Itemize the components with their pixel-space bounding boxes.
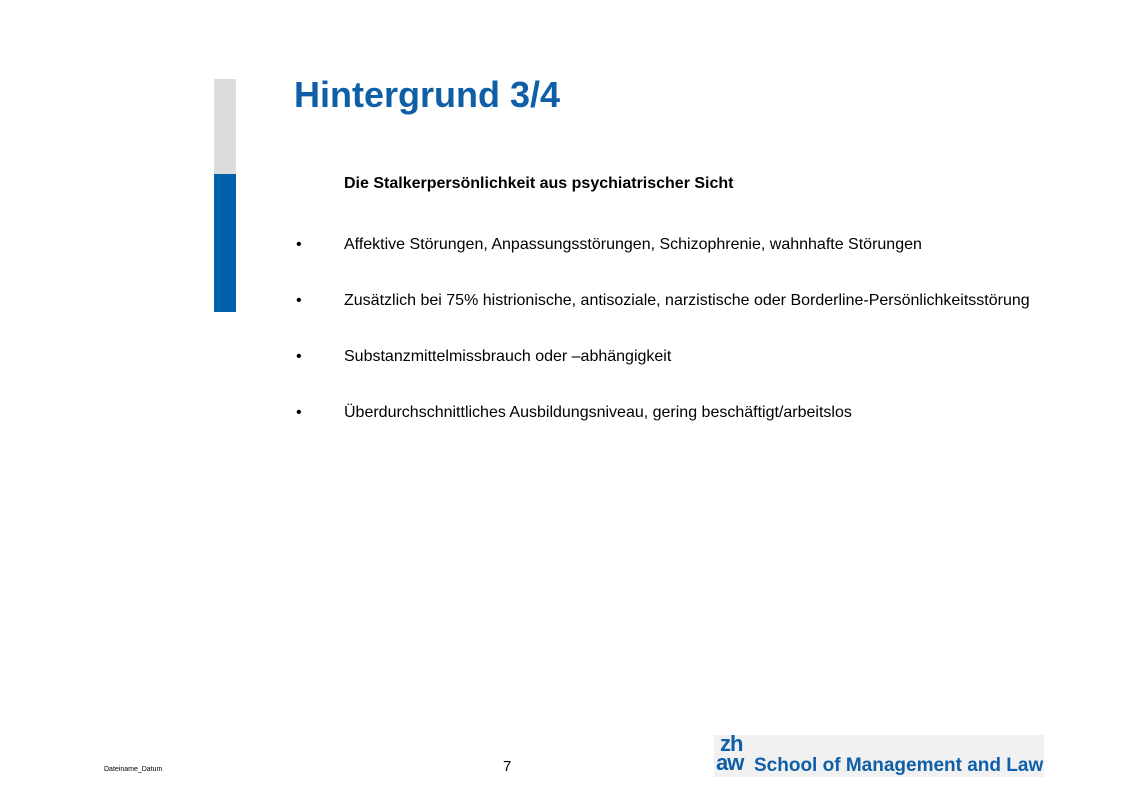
bullet-icon: • [296,236,302,253]
bullet-icon: • [296,292,302,309]
bullet-item [296,229,1036,261]
slide-subtitle: Die Stalkerpersönlichkeit aus psychiatrischer Sicht [344,175,734,192]
decorative-bar-blue [214,174,236,312]
bullet-text: Überdurchschnittliches Ausbildungsniveau, gering beschäftigt/arbeitslos [344,404,852,421]
logo-aw: aw [716,750,744,775]
bullet-text: Zusätzlich bei 75% histrionische, antisoziale, narzistische oder Borderline-Persönlichkeitsstörung [344,292,1030,309]
footer-file-label: Dateiname_Datum [104,766,163,773]
page-number: 7 [503,758,512,775]
decorative-bar-grey [214,79,236,174]
bullet-icon: • [296,348,302,365]
logo-school-name: School of Management and Law [754,755,1044,776]
bullet-icon: • [296,404,302,421]
bullet-item [296,341,1036,373]
bullet-item [296,285,1036,317]
bullet-text: Affektive Störungen, Anpassungsstörungen, Schizophrenie, wahnhafte Störungen [344,236,922,253]
logo-zh: zh [720,731,743,756]
slide-title: Hintergrund 3/4 [294,74,561,115]
zhaw-logo [714,731,1044,777]
bullet-item [296,397,1036,429]
bullet-list [296,229,1036,453]
bullet-text: Substanzmittelmissbrauch oder –abhängigkeit [344,348,672,365]
